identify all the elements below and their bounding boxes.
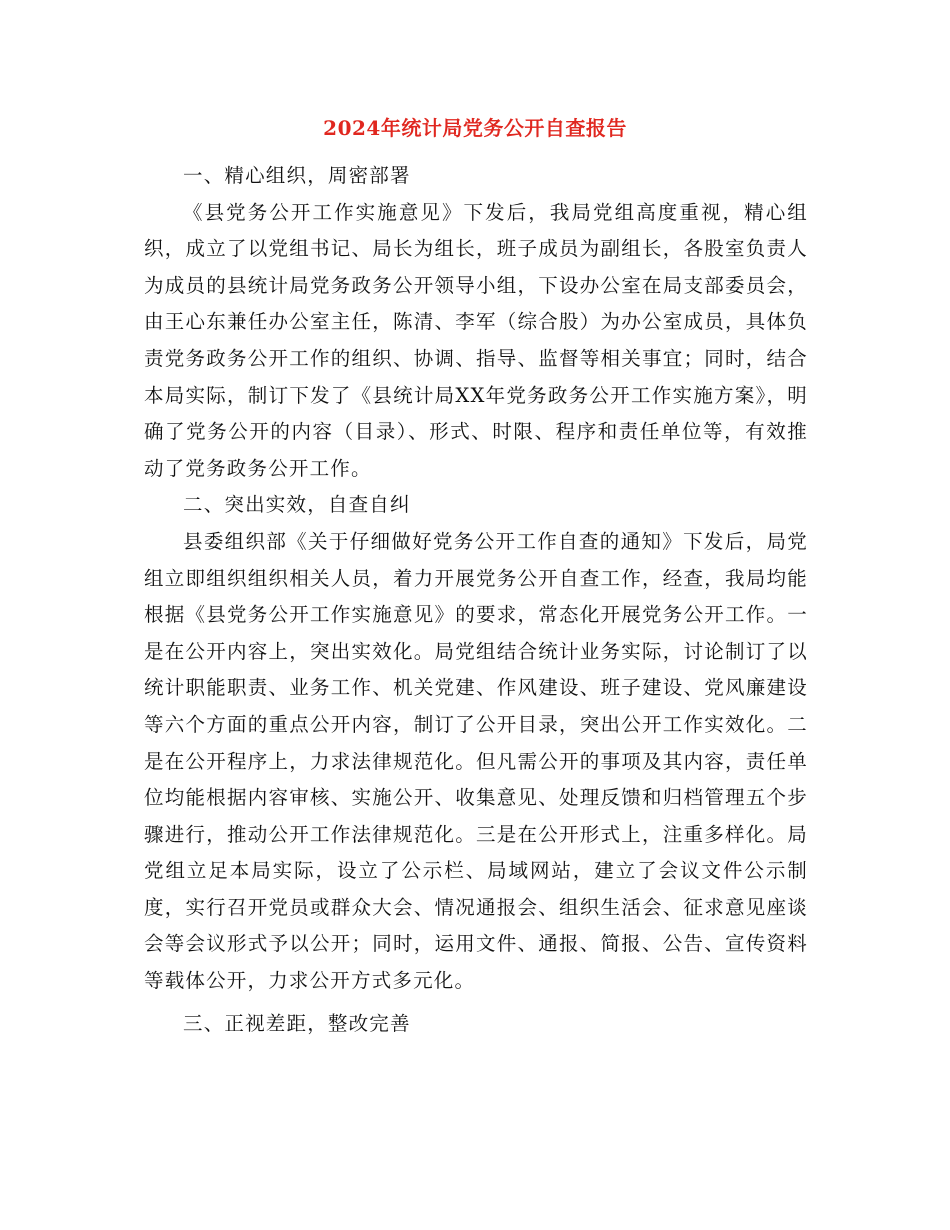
section-paragraph-1: 《县党务公开工作实施意见》下发后，我局党组高度重视，精心组织，成立了以党组书记、局长为组长，班子成员为副组长，各股室负责人为成员的县统计局党务政务公开领导小组，下设办公室在局支部委员会，由王心东兼任办公室主任，陈清、李军（综合股）为办公室成员，具体负责党务政务公开工作的组织、协调、指导、监督等相关事宜；同时，结合本局实际，制订下发了《县统计局XX年党务政务公开工作实施方案》，明确了党务公开的内容（目录）、形式、时限、程序和责任单位等，有效推动了党务政务公开工作。 [144, 200, 808, 480]
section-heading-1: 一、精心组织，周密部署 [183, 164, 411, 187]
section-paragraph-2: 县委组织部《关于仔细做好党务公开工作自查的通知》下发后，局党组立即组织组织相关人员，着力开展党务公开自查工作，经查，我局均能根据《县党务公开工作实施意见》的要求，常态化开展党务公开工作。一是在公开内容上，突出实效化。局党组结合统计业务实际，讨论制订了以统计职能职责、业务工作、机关党建、作风建设、班子建设、党风廉建设等六个方面的重点公开内容，制订了公开目录，突出公开工作实效化。二是在公开程序上，力求法律规范化。但凡需公开的事项及其内容，责任单位均能根据内容审核、实施公开、收集意见、处理反馈和归档管理五个步骤进行，推动公开工作法律规范化。三是在公开形式上，注重多样化。局党组立足本局实际，设立了公示栏、局域网站，建立了会议文件公示制度，实行召开党员或群众大会、情况通报会、组织生活会、征求意见座谈会等会议形式予以公开；同时，运用文件、通报、简报、公告、宣传资料等载体公开，力求公开方式多元化。 [144, 529, 808, 993]
document-body [144, 158, 808, 1042]
section-heading-2: 二、突出实效，自查自纠 [183, 493, 411, 517]
section-heading-3: 三、正视差距，整改完善 [183, 1011, 411, 1035]
document-title: 2024年统计局党务公开自查报告 [323, 116, 627, 140]
